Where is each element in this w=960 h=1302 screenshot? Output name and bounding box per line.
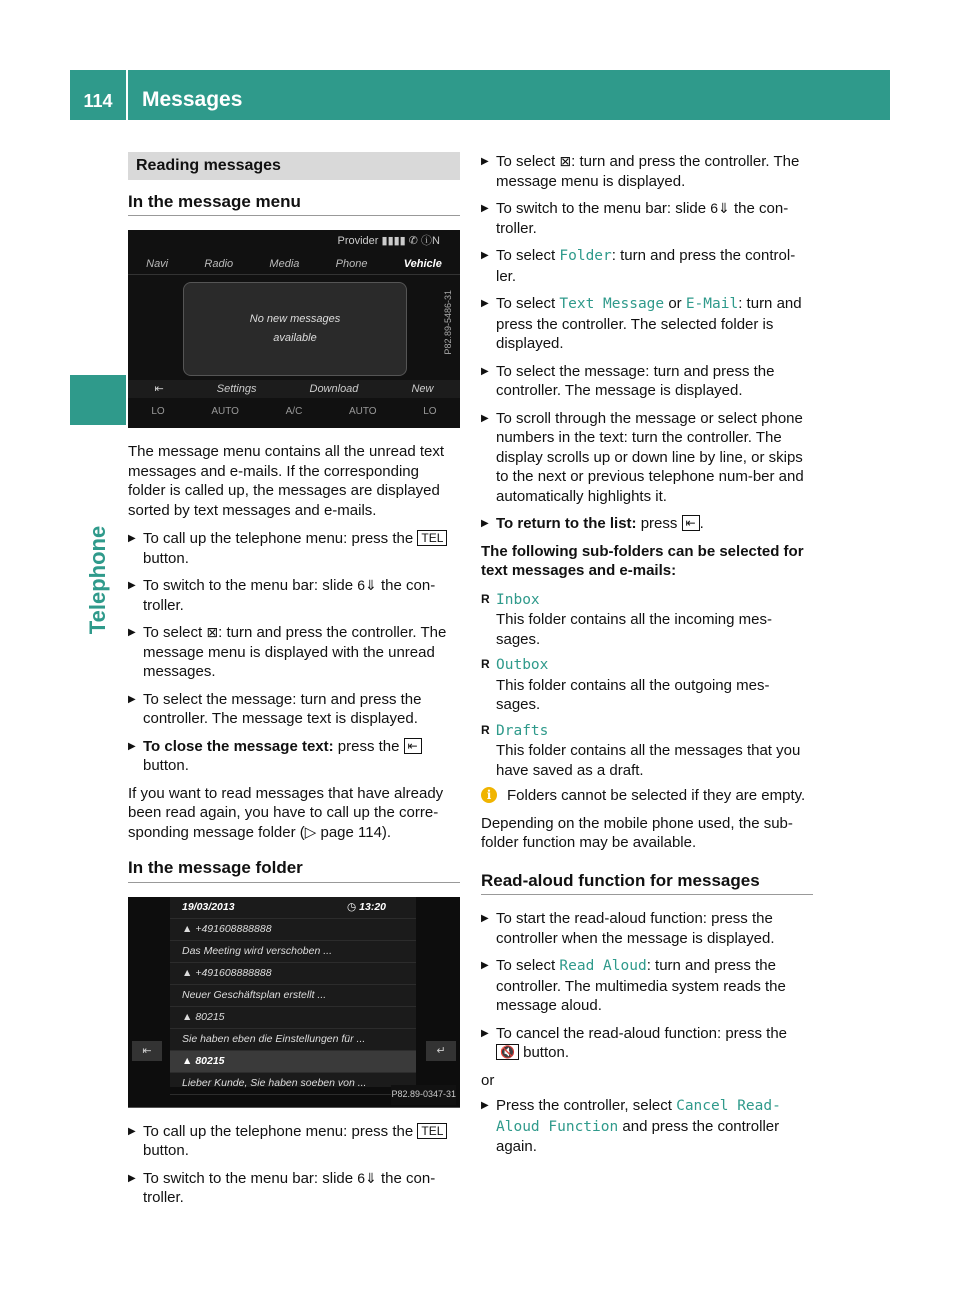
folder-name: Drafts	[496, 722, 549, 739]
step-text: : turn and press the controller. The message menu is displayed with the unread messages.	[143, 624, 447, 680]
step-return-list	[481, 514, 813, 534]
step-text: To switch to the menu bar: slide	[143, 1169, 354, 1187]
list-item: Sie haben eben die Einstellungen für ...	[170, 1029, 416, 1051]
back-key-icon: ⇤	[404, 738, 422, 754]
step-switch-menu-bar	[128, 576, 460, 615]
main-menu-bar	[128, 254, 460, 275]
list-item-text: +491608888888	[195, 922, 272, 935]
menu-radio: Radio	[204, 258, 234, 270]
tel-key-icon: TEL	[417, 1123, 447, 1139]
step-text: To select	[496, 295, 556, 312]
step-start-read-aloud: ▶ To start the read-aloud function: press the controller when the message is displayed.	[481, 909, 813, 948]
info-icon: i	[481, 787, 497, 803]
step-text: To select	[496, 153, 556, 170]
menu-phone: Phone	[335, 258, 368, 270]
step-select-type	[481, 294, 813, 354]
folder-term: Folder	[559, 248, 612, 264]
step-select-folder	[481, 246, 813, 286]
list-item: Lieber Kunde, Sie haben soeben von ...	[170, 1073, 416, 1095]
contact-icon: ▲	[182, 1010, 193, 1023]
step-text: the con-troller.	[496, 200, 789, 237]
bottom-menu	[128, 380, 460, 398]
image-code: P82.89-0347-31	[391, 1085, 456, 1105]
right-column	[481, 152, 813, 1165]
read-aloud-term: Read Aloud	[559, 958, 647, 974]
contact-icon: ▲	[182, 966, 193, 979]
back-key-icon: ⇤	[682, 515, 700, 531]
climate-auto-right: AUTO	[348, 406, 377, 417]
right-side-icon: ↵	[426, 1041, 456, 1061]
list-item-text: +491608888888	[195, 966, 272, 979]
left-side-icon: ⇤	[132, 1041, 162, 1061]
heading-message-folder: In the message folder	[128, 858, 460, 883]
step-text: button.	[143, 757, 189, 774]
message-panel	[183, 282, 407, 376]
image-code: P82.89-5486-31	[442, 290, 453, 355]
step-text: button.	[143, 1142, 189, 1159]
climate-ac: A/C	[285, 406, 303, 417]
header-divider	[126, 70, 128, 120]
step-close-message	[128, 737, 460, 776]
step-text: : turn and press the controller. The message menu is displayed.	[496, 153, 800, 190]
list-item	[170, 1007, 416, 1029]
step-bold: To close the message text:	[143, 737, 334, 755]
list-date: 19/03/2013	[182, 900, 235, 913]
bottom-settings: Settings	[216, 383, 257, 395]
folder-desc: This folder contains all the incoming mes-sages.	[496, 611, 772, 648]
climate-bar	[128, 402, 460, 420]
step-text: : turn and press the controller. The selected folder is displayed.	[496, 295, 802, 352]
no-messages-line2: available	[273, 332, 317, 344]
clock-icon: ◷	[347, 900, 357, 913]
envelope-icon: ⊠	[559, 153, 572, 169]
step-cancel-read-aloud	[481, 1024, 813, 1063]
list-item-text: 80215	[195, 1010, 225, 1023]
step-text: button.	[143, 549, 189, 567]
step-text: To switch to the menu bar: slide	[143, 577, 354, 594]
page-title: Messages	[142, 88, 243, 111]
page-number: 114	[83, 91, 113, 111]
subfolders-heading: The following sub-folders can be selected for text messages and e-mails:	[481, 542, 804, 579]
envelope-icon: ⊠	[206, 624, 219, 640]
provider-label: Provider	[337, 235, 379, 247]
step-text: press	[640, 515, 678, 532]
step-switch-menu-bar-2	[128, 1169, 460, 1208]
step-scroll-message: ▶ To scroll through the message or select phone numbers in the text: turn the controller. The display scrolls up or down line by line, or skips to the next or previous telephone num-ber and automatically highlights it.	[481, 409, 813, 507]
info-text: Folders cannot be selected if they are empty.	[507, 787, 806, 804]
climate-auto-left: AUTO	[211, 406, 239, 417]
bottom-new: New	[411, 383, 434, 395]
step-select-read-aloud	[481, 956, 813, 1016]
list-item-text: 80215	[195, 1054, 225, 1067]
section-heading-box	[128, 152, 460, 180]
step-select-message-2: ▶ To select the message: turn and press the controller. The message is displayed.	[481, 362, 813, 401]
step-text: To call up the telephone menu: press the	[143, 1122, 414, 1140]
screenshot-message-menu	[128, 230, 460, 428]
step-text: : turn and press the control-ler.	[496, 247, 796, 285]
paragraph-depending: Depending on the mobile phone used, the sub-folder function may be available.	[481, 814, 793, 851]
step-text: press the	[337, 737, 400, 755]
folder-name: Inbox	[496, 591, 540, 608]
step-text: To select	[143, 624, 203, 641]
step-text: or	[668, 295, 682, 312]
step-text: To select	[496, 247, 556, 264]
menu-vehicle: Vehicle	[403, 258, 442, 270]
list-item	[170, 919, 416, 941]
heading-message-menu: In the message menu	[128, 192, 460, 217]
list-item: Das Meeting wird verschoben ...	[170, 941, 416, 963]
chapter-label: Telephone	[85, 525, 110, 635]
folder-desc: This folder contains all the messages that you have saved as a draft.	[496, 742, 801, 779]
list-item	[170, 963, 416, 985]
step-text: To cancel the read-aloud function: press the	[496, 1024, 788, 1042]
heading-read-aloud: Read-aloud function for messages	[481, 871, 813, 896]
list-time	[347, 897, 386, 918]
section-heading: Reading messages	[136, 157, 281, 174]
chapter-tab	[70, 375, 126, 425]
step-call-telephone-menu-2	[128, 1122, 460, 1161]
left-column	[128, 152, 460, 1216]
slide-down-icon: 6⇓	[357, 1169, 377, 1186]
text-message-term: Text Message	[559, 296, 665, 312]
list-item: Neuer Geschäftsplan erstellt ...	[170, 985, 416, 1007]
cancel-read-aloud-term: Cancel Read-Aloud Function	[496, 1098, 781, 1135]
step-text: : turn and press the controller. The multimedia system reads the message aloud.	[496, 957, 786, 1014]
message-list	[170, 897, 416, 1087]
list-time-value: 13:20	[359, 900, 386, 913]
step-text: and press the controller again.	[496, 1117, 780, 1155]
info-note	[481, 786, 813, 806]
contact-icon: ▲	[182, 922, 193, 935]
mute-key-icon: 🔇	[496, 1044, 519, 1060]
no-messages-line1: No new messages	[249, 312, 341, 325]
back-icon: ⇤	[154, 383, 164, 395]
step-text: .	[699, 515, 704, 532]
tel-key-icon: TEL	[417, 530, 447, 546]
or-separator: or	[481, 1071, 495, 1089]
email-term: E-Mail	[685, 296, 739, 312]
step-switch-menu-bar-3	[481, 199, 813, 238]
step-text: Press the controller, select	[496, 1097, 672, 1114]
slide-down-icon: 6⇓	[710, 200, 730, 216]
bottom-download: Download	[309, 383, 359, 395]
screenshot-message-folder	[128, 897, 460, 1108]
menu-media: Media	[269, 258, 300, 270]
step-text: To call up the telephone menu: press the	[143, 530, 414, 547]
step-select-message: ▶ To select the message: turn and press the controller. The message text is displayed.	[128, 690, 460, 729]
step-select-envelope	[481, 152, 813, 191]
step-text: button.	[523, 1044, 569, 1061]
contact-icon: ▲	[182, 1054, 193, 1067]
step-text: the con-troller.	[143, 577, 436, 614]
climate-lo-left: LO	[151, 406, 165, 417]
folder-item-outbox	[481, 655, 813, 715]
menu-navi: Navi	[146, 258, 169, 270]
step-cancel-via-menu	[481, 1096, 813, 1157]
list-item-selected	[170, 1051, 416, 1073]
paragraph-read-again: If you want to read messages that have already been read again, you have to call up the corre-sponding message folder (▷ page 114).	[128, 784, 444, 841]
climate-lo-right: LO	[423, 406, 437, 417]
step-text: To switch to the menu bar: slide	[496, 200, 707, 217]
folder-desc: This folder contains all the outgoing mes-sages.	[496, 676, 770, 713]
status-bar: Provider ▮▮▮▮ ✆ ⓘN	[337, 235, 440, 247]
paragraph-menu-intro: The message menu contains all the unread text messages and e-mails. If the corresponding folder is called up, the messages are displayed sorted by text messages and e-mails.	[128, 443, 445, 519]
folder-item-inbox	[481, 590, 813, 650]
step-select-message-icon	[128, 623, 460, 682]
list-header	[170, 897, 416, 919]
step-bold: To return to the list:	[496, 515, 637, 532]
folder-name: Outbox	[496, 657, 549, 673]
step-text: To select	[496, 957, 556, 974]
step-text: the con-troller.	[143, 1169, 436, 1206]
folder-item-drafts	[481, 721, 813, 781]
step-call-telephone-menu	[128, 529, 460, 568]
slide-down-icon: 6⇓	[357, 577, 377, 593]
